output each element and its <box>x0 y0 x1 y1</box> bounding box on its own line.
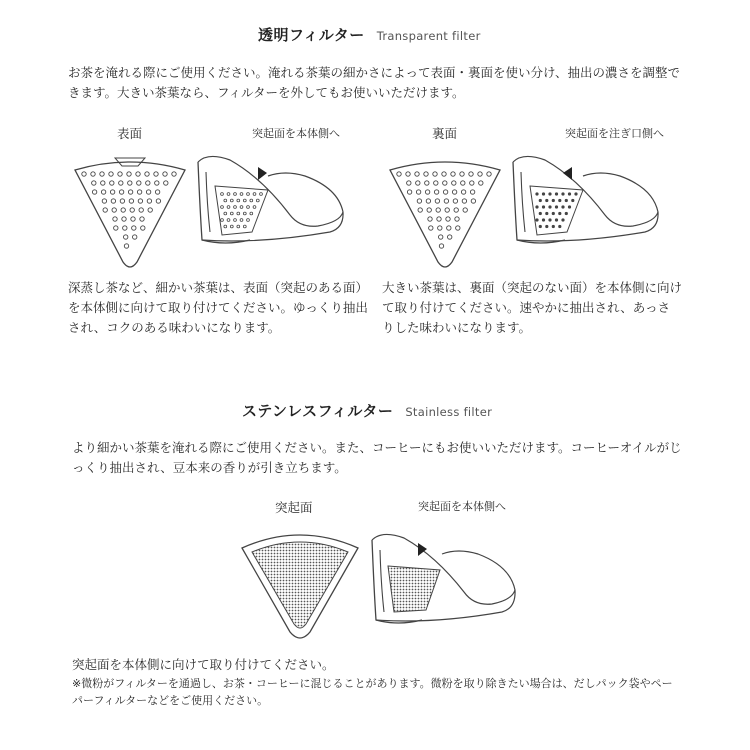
stainless-instruction: 突起面を本体側に向けて取り付けてください。 <box>72 657 335 672</box>
stainless-filter-title-en: Stainless filter <box>405 405 493 419</box>
back-mount-label: 突起面を注ぎ口側へ <box>565 127 664 140</box>
back-description: 大きい茶葉は、裏面（突起のない面）を本体側に向けて取り付けてください。速やかに抽出され、あっさりした味わいになります。 <box>382 280 683 335</box>
stainless-filter-intro: より細かい茶葉を淹れる際にご使用ください。また、コーヒーにもお使いいただけます。コーヒーオイルがじっくり抽出され、豆本来の香りが引き立ちます。 <box>72 440 682 475</box>
transparent-filter-intro: お茶を淹れる際にご使用ください。淹れる茶葉の細かさによって表面・裏面を使い分け、抽出の濃さを調整できます。大きい茶葉なら、フィルターを外してもお使いいただけます。 <box>68 65 681 100</box>
stainless-filter-title-ja: ステンレスフィルター <box>242 402 394 420</box>
front-mount-label: 突起面を本体側へ <box>252 127 340 140</box>
stainless-note: ※微粉がフィルターを通過し、お茶・コーヒーに混じることがあります。微粉を取り除きたい場合は、だしパック袋やペーパーフィルターなどをご使用ください。 <box>72 677 673 707</box>
transparent-filter-title-ja: 透明フィルター <box>258 26 365 44</box>
front-description: 深蒸し茶など、細かい茶葉は、表面（突起のある面）を本体側に向けて取り付けてください。ゆっくり抽出され、コクのある味わいになります。 <box>68 280 369 335</box>
front-label: 表面 <box>117 126 143 141</box>
stainless-mount-label: 突起面を本体側へ <box>418 500 506 513</box>
stainless-face-label: 突起面 <box>275 500 313 515</box>
transparent-filter-title-en: Transparent filter <box>376 29 481 43</box>
back-label: 裏面 <box>432 126 458 141</box>
